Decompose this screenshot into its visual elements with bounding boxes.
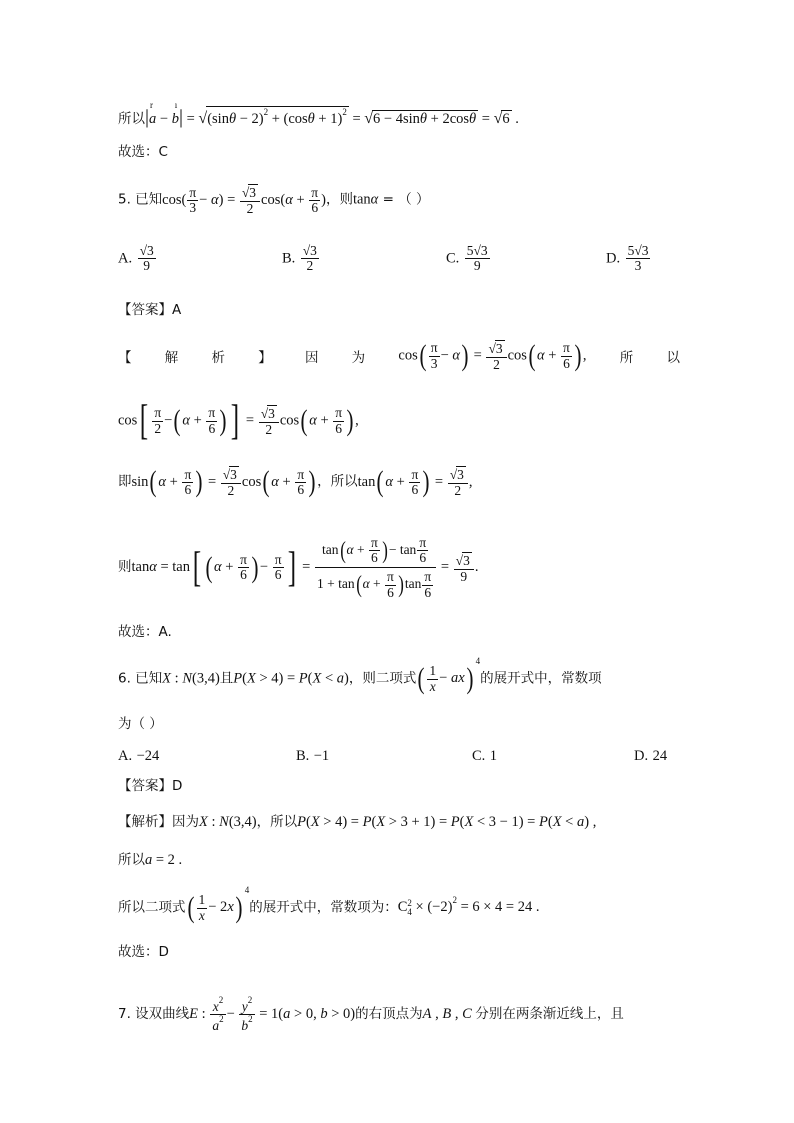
analysis-q5-line1 — [118, 336, 680, 376]
q7-points: A , B , C — [422, 1006, 472, 1022]
option-denominator: 2 — [306, 258, 314, 274]
text-suoyi-4: 所以 — [118, 852, 145, 868]
text-yi: 以 — [666, 350, 680, 366]
option-numerator: 5√3 — [466, 243, 488, 258]
formula-binomial: ( $\frac{1}{x}$ − 2x)$^4$ — [187, 885, 250, 924]
formula-sin-relation: sin( α + $\frac{\pi}{6}$ ) = $\frac{√3}{2}$ cos( α + $\frac{\pi}{6}$ ) — [131, 465, 316, 499]
q7-hyperbola: E : $\frac{x^2}{a^2}$ − $\frac{y^2}{b^2}$ = 1(a > 0, b > 0) — [189, 995, 356, 1034]
q5-blank: = （ ） — [378, 191, 430, 208]
answer-q5: 【答案】A — [118, 302, 182, 318]
q6-distribution: X : N(3,4) — [162, 670, 220, 687]
answer-q6: 【答案】D — [118, 778, 183, 794]
option-label: D. — [606, 250, 621, 267]
line-vector-magnitude — [118, 100, 519, 128]
formula-probability-chain: P(X > 4) = P(X > 3 + 1) = P(X < 3 − 1) = P(X < a) , — [297, 814, 597, 830]
text-suo: 所 — [619, 350, 634, 366]
option-label: C. — [472, 748, 486, 764]
q5-formula: cos( $\frac{\pi}{3}$ − α) = $\frac{√3}{2}$ cos(α + $\frac{\pi}{6}$ ) — [162, 184, 326, 217]
option-label: B. — [282, 250, 296, 267]
text-suoyi: 所以 — [118, 111, 145, 127]
q6-binomial-text: ，则二项式 — [348, 670, 417, 687]
option-denominator: 3 — [634, 258, 642, 274]
text-suoyi-3: ，所以 — [256, 814, 298, 830]
option-label: A. — [118, 748, 133, 764]
q5-option-a[interactable] — [118, 244, 157, 273]
question-7 — [118, 996, 624, 1033]
option-numerator: 5√3 — [627, 243, 649, 258]
formula-vector-magnitude: |a r − b ı | = $√(\sin\theta - 2)^2 + (\cos\theta + 1)^2 = √6 - 4\sin\theta + 2\cos\theta = √6$ . — [145, 100, 519, 128]
q7-number: 7. 设双曲线 — [118, 1006, 190, 1022]
question-5: 5. 已知cos( $\frac{\pi}{3}$ − α) = $\frac{√3}{2}$ cos(α + $\frac{\pi}{6}$ )，则tanα = （ ） — [118, 184, 430, 217]
formula-distribution: X : N(3,4) — [199, 814, 257, 830]
option-value: 24 — [652, 748, 668, 764]
text-xi: 析 — [211, 350, 225, 366]
option-value: −24 — [136, 748, 160, 764]
text-suoyi-binomial: 所以二项式 — [118, 899, 186, 916]
option-numerator: √3 — [139, 243, 154, 258]
text-wei: 为 — [351, 350, 366, 366]
text-ze: 则 — [118, 559, 132, 576]
analysis-q5-line3 — [118, 466, 473, 498]
q5-number: 5. 已知 — [118, 191, 163, 208]
analysis-q6-line1 — [118, 815, 596, 830]
q6-number: 6. 已知 — [118, 670, 163, 687]
q7-asymptotes: 分别在两条渐近线上，且 — [475, 1006, 624, 1022]
q6-probability: P(X > 4) = P(X < a) — [233, 670, 349, 687]
q7-vertex: 的右顶点为 — [355, 1006, 423, 1022]
text-jie: 解 — [164, 350, 179, 366]
formula-constant-term: C 2 4 × $(-2)^2 = 6 \times 4 = 24$ . — [397, 895, 540, 917]
text-guxuan-C: 故选：C — [118, 144, 168, 160]
q5-option-b[interactable] — [282, 244, 320, 273]
q6-option-b[interactable] — [296, 748, 329, 765]
text-bracket-close: 】 — [258, 350, 272, 366]
text-suoyi-2: ，所以 — [317, 473, 358, 490]
formula-a-value: a = 2 . — [145, 852, 183, 868]
option-value: −1 — [313, 748, 330, 764]
text-expansion: 的展开式中，常数项为： — [249, 899, 398, 916]
analysis-q5-line4 — [118, 536, 478, 600]
option-label: A. — [118, 250, 133, 267]
question-6 — [118, 656, 602, 695]
option-denominator: 9 — [473, 258, 481, 274]
q6-wei: 为（ ） — [118, 716, 163, 732]
q6-expansion-text: 的展开式中，常数项 — [480, 670, 602, 687]
q6-option-c[interactable] — [472, 748, 497, 765]
option-denominator: 9 — [143, 258, 151, 274]
text-ji: 即 — [118, 473, 132, 490]
formula-tan-relation: tan( α + $\frac{\pi}{6}$ ) = $\frac{√3}{2}$ , — [357, 465, 473, 499]
text-yin: 因 — [304, 350, 319, 366]
analysis-q6-line2 — [118, 853, 182, 868]
option-value: 1 — [489, 748, 497, 764]
option-label: D. — [634, 748, 649, 764]
text-bracket-open: 【 — [118, 350, 132, 366]
formula-given: cos( $\frac{\pi}{3}$ − α) = $\frac{√3}{2}$ cos( α + $\frac{\pi}{6}$ ) , — [398, 339, 587, 372]
text-guxuan-D: 故选：D — [118, 944, 169, 960]
q5-option-d[interactable] — [606, 244, 651, 273]
q5-option-c[interactable] — [446, 244, 491, 273]
analysis-q6-line3 — [118, 885, 540, 924]
analysis-q5-line2: cos[ $\frac{\pi}{2}$ −( α + $\frac{\pi}{6}$ ) ] = $\frac{√3}{2}$ cos( α + $\frac{\pi}{6}$ ) , — [118, 398, 359, 444]
text-guxuan-A: 故选：A. — [118, 624, 172, 640]
q6-option-d[interactable] — [634, 748, 667, 765]
q6-option-a[interactable] — [118, 748, 159, 765]
q6-binomial: ( $\frac{1}{x}$ − ax)$^4$ — [417, 656, 481, 695]
text-jiexi-yinwei: 【解析】因为 — [118, 814, 199, 830]
q6-and: 且 — [219, 670, 234, 687]
q5-then: ，则 — [325, 191, 353, 208]
option-label: C. — [446, 250, 460, 267]
option-label: B. — [296, 748, 310, 764]
option-numerator: √3 — [302, 243, 317, 258]
formula-tan-alpha: tanα = tan[ ( α + $\frac{\pi}{6}$ ) − $\frac{\pi}{6}$ ] = tan(α + $\frac{\pi}{6}$ )− tan $\frac{\pi}{6}$ 1 + tan(α + $\frac{\pi}{6}$ )tan $\frac{\pi}{6}$ = $\frac{√3}{9}$ . — [131, 535, 479, 600]
